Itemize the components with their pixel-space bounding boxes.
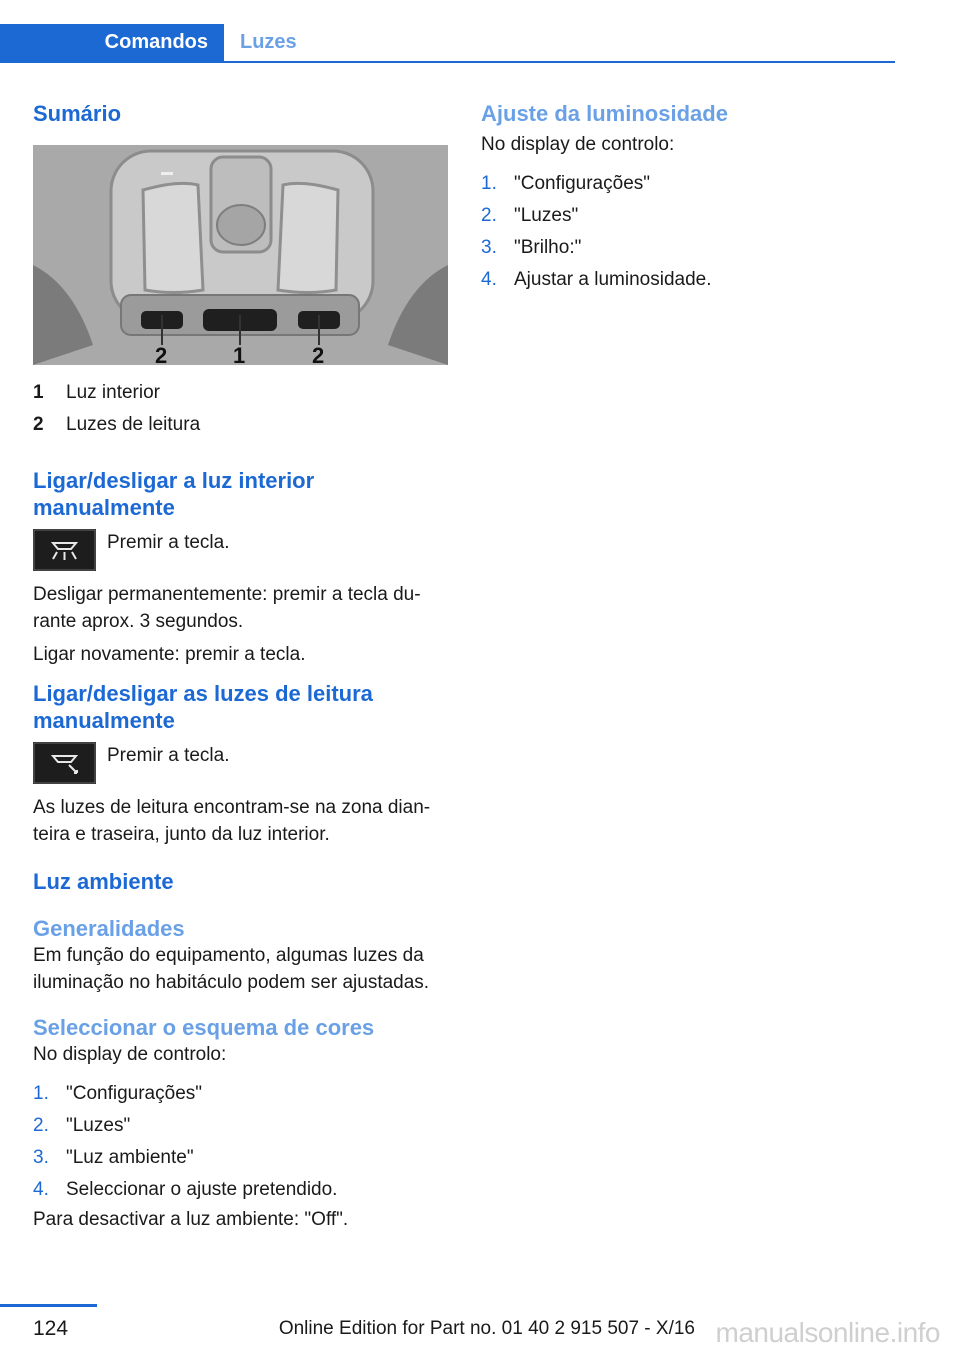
reading-light-press-text: Premir a tecla. xyxy=(107,745,230,766)
step-text: "Luzes" xyxy=(66,1115,131,1136)
step-text: Seleccionar o ajuste pretendido. xyxy=(66,1179,338,1200)
left-column xyxy=(33,100,448,1233)
general-paragraph: Em função do equipamento, algumas luzes da iluminação no habitáculo podem ser ajustadas. xyxy=(33,945,430,993)
step-number: 3. xyxy=(33,1147,49,1168)
header-divider xyxy=(0,61,895,63)
legend-number: 1 xyxy=(33,382,44,403)
step-number: 4. xyxy=(33,1179,49,1200)
step-text: Ajustar a luminosidade. xyxy=(514,269,712,290)
step-text: "Configurações" xyxy=(66,1083,203,1104)
step-number: 4. xyxy=(481,269,497,290)
watermark: manualsonline.info xyxy=(715,1317,940,1348)
reading-light-key-row xyxy=(33,742,448,784)
color-scheme-steps xyxy=(33,1078,448,1206)
section-title-sumario: Sumário xyxy=(33,101,122,126)
legend-number: 2 xyxy=(33,414,44,435)
figure-label-interior: 1 xyxy=(233,343,246,365)
right-column xyxy=(481,100,896,296)
tab-luzes[interactable]: Luzes xyxy=(240,31,297,53)
step-number: 1. xyxy=(33,1083,49,1104)
reading-light-paragraph: As luzes de leitura encontram-se na zona dian-teira e traseira, junto da luz interior. xyxy=(33,797,431,845)
list-item xyxy=(481,264,896,296)
legend-text: Luzes de leitura xyxy=(66,414,201,435)
reading-light-key-icon xyxy=(33,742,96,784)
step-text: "Configurações" xyxy=(514,173,651,194)
figure-legend xyxy=(33,377,448,441)
figure-label-reading-left: 2 xyxy=(155,343,168,365)
step-number: 1. xyxy=(481,173,497,194)
subsection-title-general: Generalidades xyxy=(33,916,185,941)
interior-light-key-icon xyxy=(33,529,96,571)
interior-light-figure xyxy=(33,145,448,365)
brightness-steps xyxy=(481,168,896,296)
step-text: "Brilho:" xyxy=(514,237,582,258)
subsection-title-color-scheme: Seleccionar o esquema de cores xyxy=(33,1015,375,1040)
section-title-reading-lights: Ligar/desligar as luzes de leitura manualmente xyxy=(33,681,373,733)
legend-item xyxy=(33,377,448,409)
interior-light-press-text: Premir a tecla. xyxy=(107,532,230,553)
figure-label-reading-right: 2 xyxy=(312,343,325,365)
step-number: 3. xyxy=(481,237,497,258)
edition-text: Online Edition for Part no. 01 40 2 915 507 - X/16 xyxy=(278,1318,695,1339)
ambient-off-note: Para desactivar a luz ambiente: "Off". xyxy=(33,1209,349,1230)
list-item xyxy=(481,200,896,232)
list-item xyxy=(481,232,896,264)
page-number: 124 xyxy=(33,1317,69,1340)
interior-light-key-row xyxy=(33,529,448,571)
legend-text: Luz interior xyxy=(66,382,160,403)
legend-item xyxy=(33,409,448,441)
list-item xyxy=(481,168,896,200)
footer-divider xyxy=(0,1304,97,1307)
list-item xyxy=(33,1142,448,1174)
list-item xyxy=(33,1174,448,1206)
list-item xyxy=(33,1110,448,1142)
step-text: "Luz ambiente" xyxy=(66,1147,194,1168)
list-item xyxy=(33,1078,448,1110)
step-number: 2. xyxy=(481,205,497,226)
subsection-title-brightness: Ajuste da luminosidade xyxy=(481,101,728,126)
header-bar xyxy=(0,24,895,62)
section-title-interior-light: Ligar/desligar a luz interior manualmente xyxy=(33,468,315,520)
tab-comandos[interactable]: Comandos xyxy=(0,24,224,61)
color-scheme-intro: No display de controlo: xyxy=(33,1044,227,1065)
step-number: 2. xyxy=(33,1115,49,1136)
step-text: "Luzes" xyxy=(514,205,579,226)
section-title-ambient-light: Luz ambiente xyxy=(33,869,174,894)
interior-light-paragraph-2: Ligar novamente: premir a tecla. xyxy=(33,644,306,665)
interior-light-paragraph-1: Desligar permanentemente: premir a tecla du-rante aprox. 3 segundos. xyxy=(33,584,421,632)
brightness-intro: No display de controlo: xyxy=(481,134,675,155)
